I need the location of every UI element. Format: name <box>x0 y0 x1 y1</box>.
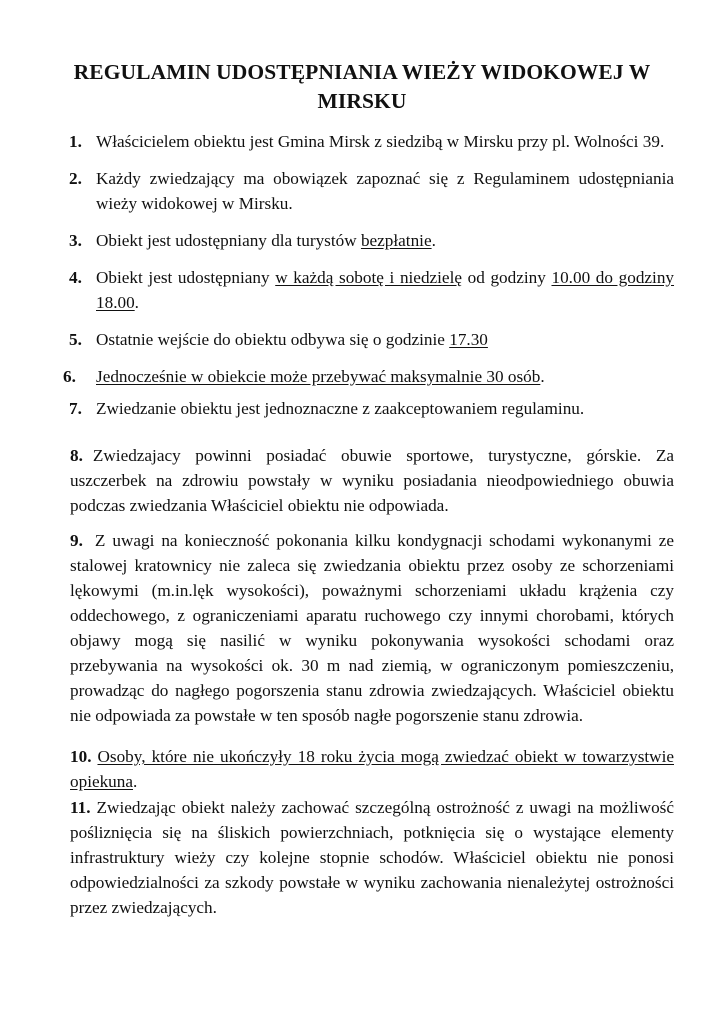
rule-text <box>96 265 674 315</box>
rule-text-underlined: Jednocześnie w obiekcie może przebywać maksymalnie 30 osób <box>96 367 541 386</box>
rule-text-underlined-2: 10.00 do godziny 18.00 <box>96 268 675 312</box>
rule-text-underlined: w każdą sobotę i niedzielę <box>275 268 462 287</box>
rule-text: Właścicielem obiektu jest Gmina Mirsk z siedzibą w Mirsku przy pl. Wolności 39. <box>96 132 665 151</box>
rule-item-1 <box>70 129 674 154</box>
rule-text-part: od godziny <box>461 268 552 287</box>
rule-text-part: . <box>431 231 436 250</box>
rule-item-11 <box>70 795 674 920</box>
rule-text-part: Obiekt jest udostępniany dla turystów <box>96 231 361 250</box>
rule-item-5 <box>70 327 674 352</box>
rule-number: 9. <box>70 531 83 550</box>
rule-item-4 <box>70 265 674 315</box>
rule-text <box>96 364 674 389</box>
rule-number: 1. <box>69 132 82 151</box>
rule-item-7 <box>70 396 674 421</box>
rule-number: 7. <box>69 399 82 418</box>
rule-text: Z uwagi na konieczność pokonania kilku kondygnacji schodami wykonanymi ze stalowej kratownicy nie zaleca się zwiedzania obiektu przez osoby ze schorzeniami lękowymi (m.in.lęk wysokości), poważnymi schorzeniami układu krążenia czy oddechowego, z ograniczeniami aparatu ruchowego czy innymi chorobami, których objawy mogą się nasilić w wyniku pokonywania wysokości schodami oraz przebywania na wysokości ok. 30 m nad ziemią, w ograniczonym pomieszczeniu, prowadząc do nagłego pogorszenia stanu zdrowia zwiedzających. Właściciel obiektu nie odpowiada za powstałe w ten sposób nagłe pogorszenie stanu zdrowia. <box>70 531 674 725</box>
rule-item-3 <box>70 228 674 253</box>
rule-item-2 <box>70 166 674 216</box>
rule-number: 6. <box>63 367 76 386</box>
rule-text-part: Obiekt jest udostępniany <box>96 268 276 287</box>
rule-text <box>96 228 674 253</box>
rule-number: 10. <box>70 747 92 766</box>
rule-item-6 <box>63 364 674 389</box>
rule-number: 11. <box>70 798 91 817</box>
rule-text <box>96 327 674 352</box>
rule-item-8 <box>70 443 674 518</box>
rules-list-numbered <box>63 129 675 421</box>
rule-text-underlined: Osoby, które nie ukończyły 18 roku życia mogą zwiedzać obiekt w towarzystwie opiekuna <box>70 747 674 791</box>
rule-text-underlined: bezpłatnie <box>360 231 432 250</box>
rule-item-9 <box>70 528 674 728</box>
rule-text: Zwiedzanie obiektu jest jednoznaczne z zaakceptowaniem regulaminu. <box>96 399 585 418</box>
rule-item-10 <box>70 744 674 794</box>
rule-text: Każdy zwiedzający ma obowiązek zapoznać się z Regulaminem udostępniania wieży widokowej w Mirsku. <box>96 169 674 213</box>
rule-number: 2. <box>69 169 82 188</box>
rule-number: 5. <box>69 330 82 349</box>
rule-text-underlined: 17.30 <box>449 330 488 349</box>
rule-text: Zwiedzając obiekt należy zachować szczególną ostrożność z uwagi na możliwość pośliznięcia się na śliskich powierzchniach, potknięcia się o wystające elementy infrastruktury wieży czy kolejne stopnie schodów. Właściciel obiektu nie ponosi odpowiedzialności za szkody powstałe w wyniku zachowania nienależytej ostrożności przez zwiedzających. <box>70 798 674 917</box>
rule-text-part: Ostatnie wejście do obiektu odbywa się o godzinie <box>96 330 450 349</box>
rule-number: 8. <box>70 446 83 465</box>
rule-text: Zwiedzajacy powinni posiadać obuwie sportowe, turystyczne, górskie. Za uszczerbek na zdrowiu powstały w wyniku posiadania nieodpowiedniego obuwia podczas zwiedzania Właściciel obiektu nie odpowiada. <box>70 446 674 515</box>
rule-number: 4. <box>69 268 82 287</box>
rule-text-part: . <box>133 772 138 791</box>
rule-number: 3. <box>69 231 82 250</box>
rule-text-part: . <box>134 293 139 312</box>
rule-text-part: . <box>540 367 545 386</box>
document-title: REGULAMIN UDOSTĘPNIANIA WIEŻY WIDOKOWEJ W MIRSKU <box>73 60 651 113</box>
